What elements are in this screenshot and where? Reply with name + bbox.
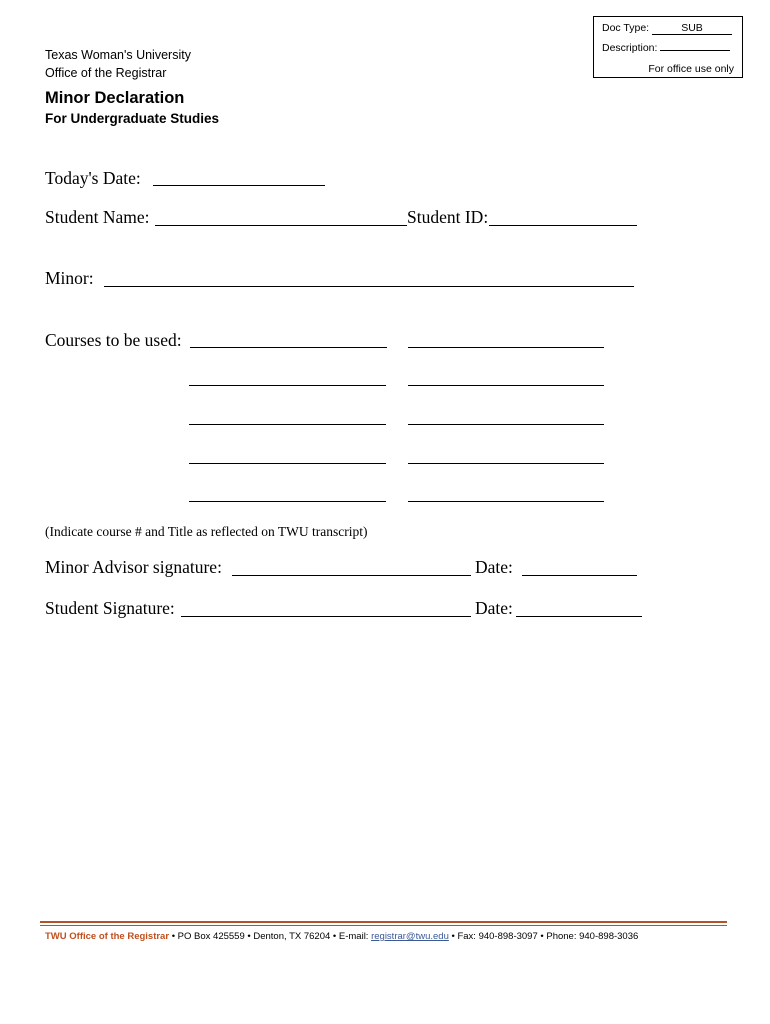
footer-separator: •	[332, 931, 337, 942]
doc-type-label: Doc Type:	[602, 22, 650, 34]
doc-type-value[interactable]: SUB	[652, 22, 732, 35]
course-field-7[interactable]	[189, 463, 386, 464]
advisor-signature-label: Minor Advisor signature:	[45, 557, 222, 577]
student-id-field[interactable]	[489, 225, 637, 226]
todays-date-label: Today's Date:	[45, 168, 141, 188]
advisor-date-field[interactable]	[522, 575, 637, 576]
student-signature-field[interactable]	[181, 616, 471, 617]
footer-contact	[45, 931, 638, 942]
description-label: Description:	[602, 42, 658, 54]
student-date-label: Date:	[475, 598, 513, 618]
course-field-5[interactable]	[189, 424, 386, 425]
footer-rule-top	[40, 921, 727, 923]
footer-separator: •	[540, 931, 544, 942]
minor-label: Minor:	[45, 268, 94, 288]
course-field-10[interactable]	[408, 501, 604, 502]
footer-rule-bottom	[40, 925, 727, 926]
footer-org: TWU Office of the Registrar	[45, 931, 170, 942]
footer-separator: •	[171, 931, 176, 942]
footer-po-box: PO Box 425559	[177, 931, 245, 942]
student-date-field[interactable]	[516, 616, 642, 617]
page-title: Minor Declaration	[45, 89, 185, 107]
footer-fax: Fax: 940-898-3097	[457, 931, 538, 942]
courses-label: Courses to be used:	[45, 330, 182, 350]
course-field-1[interactable]	[190, 347, 387, 348]
student-signature-label: Student Signature:	[45, 598, 175, 618]
todays-date-field[interactable]	[153, 185, 325, 186]
description-row	[602, 42, 730, 54]
footer-email-link[interactable]: registrar@twu.edu	[371, 931, 449, 942]
advisor-date-label: Date:	[475, 557, 513, 577]
course-field-9[interactable]	[189, 501, 386, 502]
courses-note: (Indicate course # and Title as reflected on TWU transcript)	[45, 524, 368, 539]
course-field-2[interactable]	[408, 347, 604, 348]
student-id-label: Student ID:	[407, 207, 489, 227]
course-field-8[interactable]	[408, 463, 604, 464]
minor-field[interactable]	[104, 286, 634, 287]
student-name-label: Student Name:	[45, 207, 150, 227]
advisor-signature-field[interactable]	[232, 575, 471, 576]
registrar-office: Office of the Registrar	[45, 66, 167, 80]
footer-phone: Phone: 940-898-3036	[546, 931, 639, 942]
page-subtitle: For Undergraduate Studies	[45, 111, 220, 126]
office-use-note: For office use only	[648, 63, 734, 75]
description-value[interactable]	[660, 50, 730, 51]
office-use-box	[593, 16, 743, 78]
course-field-6[interactable]	[408, 424, 604, 425]
footer-email-label: E-mail:	[338, 931, 369, 942]
student-name-field[interactable]	[155, 225, 407, 226]
course-field-4[interactable]	[408, 385, 604, 386]
footer-separator: •	[247, 931, 251, 942]
footer-city: Denton, TX 76204	[253, 931, 331, 942]
university-name: Texas Woman's University	[45, 48, 191, 62]
footer-separator: •	[451, 931, 455, 942]
doc-type-row	[602, 22, 732, 35]
course-field-3[interactable]	[189, 385, 386, 386]
